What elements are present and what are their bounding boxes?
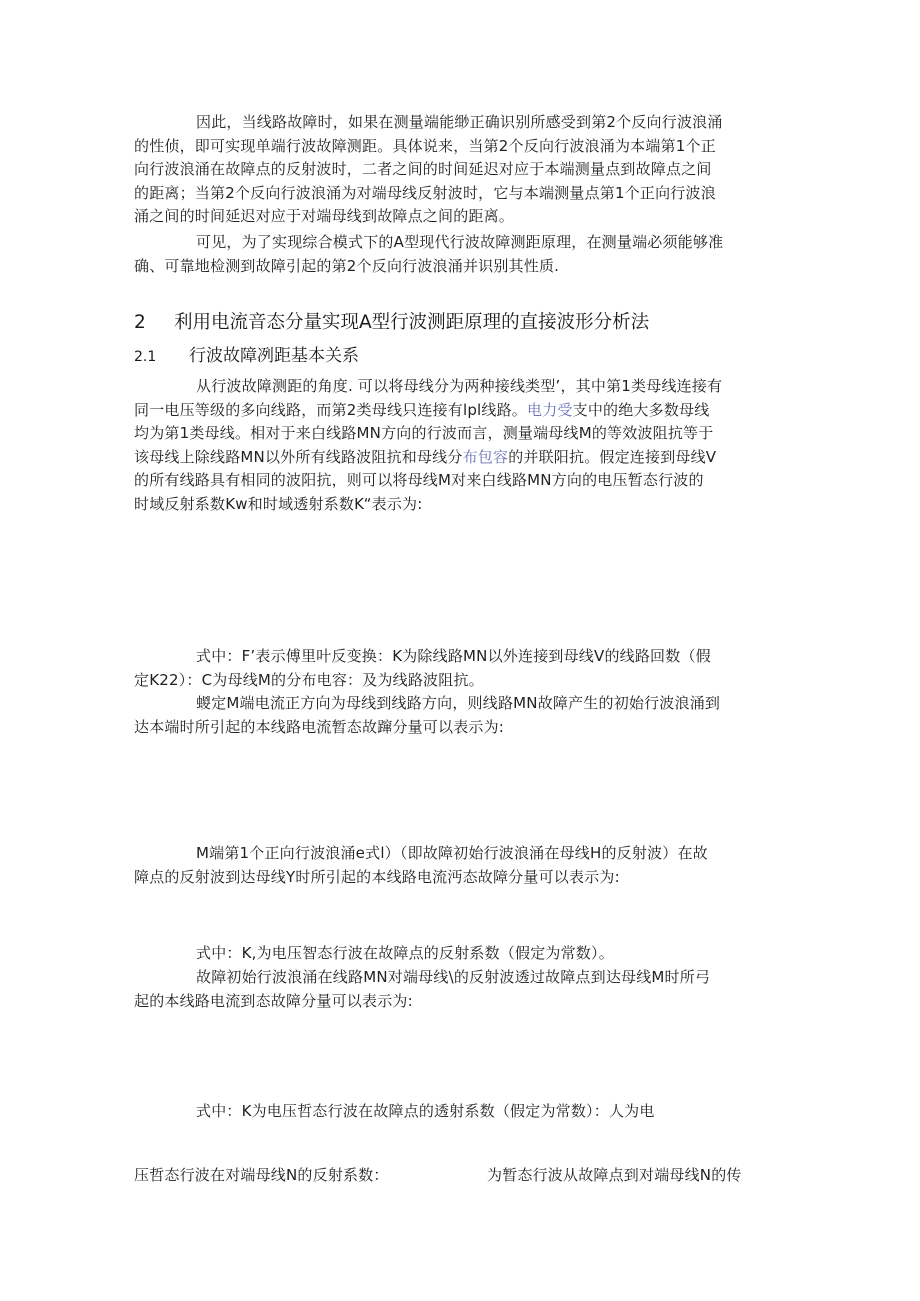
paragraph-reflection-coefficient — [134, 1164, 786, 1188]
text-line: 的距离；当第2个反向行波浪涌为对端母线反射波时，它与本端测量点第1个正向行波浪 — [134, 183, 716, 202]
text-line: 从行波故障测距的角度. 可以将母线分为两种接线类型’，其中第1类母线连接有 — [196, 377, 723, 395]
text-left: 压哲态行波在对端母线N的反射系数： — [134, 1166, 389, 1184]
paragraph-reflected-wave — [134, 842, 786, 889]
text-line: 该母线上除线路MN以外所有线路波阻抗和母线分布包容的并联阳抗。假定连接到母线V — [134, 447, 717, 466]
text-line: 定K22）：C为母线M的分布电容：及为线路波阻抗。 — [134, 670, 484, 689]
text-line: 蝬定M端电流正方向为母线到线路方向，则线路MN故障产生的初始行波浪涌到 — [196, 694, 721, 712]
text-line: 障点的反射波到达母线Y时所引起的本线路电流沔态故障分量可以表示为: — [134, 867, 620, 886]
text-line — [134, 1164, 786, 1188]
text-right: 为暂态行波从故障点到对端母线N的传 — [487, 1166, 742, 1184]
section-title: 利用电流音态分量实现A型行波测距原理的直接波形分析法 — [174, 312, 650, 333]
text-line: 故障初始行波浪涌在线路MN对端母线\的反射波透过故障点到达母线M时所弓 — [196, 968, 711, 986]
text-line: 均为第1类母线。相对于来白线路MN方向的行波而言，测量端母线M的等效波阻抗等于 — [134, 424, 714, 442]
text-line: 涌之间的时间延迟对应于对端母线到故障点之间的距离。 — [134, 207, 515, 225]
paragraph-conclusion — [134, 231, 786, 278]
subsection-heading — [134, 343, 359, 370]
text-line: M端第1个正向行波浪涌e式l）（即故障初始行波浪涌在母线H的反射波）在故 — [196, 844, 708, 862]
paragraph-bus-types — [134, 375, 786, 516]
subsection-number: 2.1 — [134, 349, 157, 365]
text-line: 达本端时所引起的本线路电流暂态故蹿分量可以表示为: — [134, 717, 505, 736]
paragraph-transmitted-wave — [134, 966, 786, 1013]
text-line: 式中：F’表示傅里叶反变换：K为除线路MN以外连接到母线V的线路回数（假 — [196, 647, 711, 665]
text-line: 同一电压等级的多向线路，而第2类母线只连接有lpl线路。电力受支中的绝大多数母线 — [134, 400, 710, 419]
inline-link[interactable]: 布包容 — [462, 447, 509, 466]
paragraph-formula-note-3 — [134, 1100, 786, 1124]
section-heading — [134, 309, 649, 337]
paragraph-intro — [134, 111, 786, 229]
text-line: 确、可靠地检测到故障引起的第2个反向行波浪涌并识别其性质. — [134, 256, 560, 275]
text-line: 时域反射系数Kw和时域透射系数K“表示为: — [134, 494, 423, 513]
text-line: 可见，为了实现综合模式下的A型现代行波故障测距原理，在测量端必须能够准 — [196, 233, 724, 251]
paragraph-formula-note-2 — [134, 942, 786, 966]
text-line: 起的本线路电流到态故障分量可以表示为: — [134, 991, 413, 1010]
text-line: 的所有线路具有相同的波阳抗，则可以将母线M对来白线路MN方向的电压暂态行波的 — [134, 471, 704, 489]
paragraph-current-direction — [134, 692, 786, 739]
subsection-title: 行波故障冽距基本关系 — [189, 346, 359, 366]
text-line: 因此，当线路故障时，如果在测量端能缈正确识别所感受到第2个反向行波浪涌 — [196, 113, 723, 131]
paragraph-formula-note-1 — [134, 645, 786, 692]
text-line: 向行波浪涌在故障点的反射波时，二者之间的时间延迟对应于本端测量点到故障点之间 — [134, 160, 712, 178]
text-line: 的性侦，即可实现单端行波故障测距。具体说来，当第2个反向行波浪涌为本端第1个正 — [134, 136, 716, 155]
inline-link[interactable]: 电力受 — [527, 400, 573, 419]
text-line: 式中：K为电压哲态行波在故障点的透射系数（假定为常数）：人为电 — [196, 1102, 655, 1120]
text-line: 式中：K,为电压智态行波在故障点的反射系数（假定为常数）。 — [196, 944, 614, 962]
section-number: 2 — [134, 312, 146, 333]
